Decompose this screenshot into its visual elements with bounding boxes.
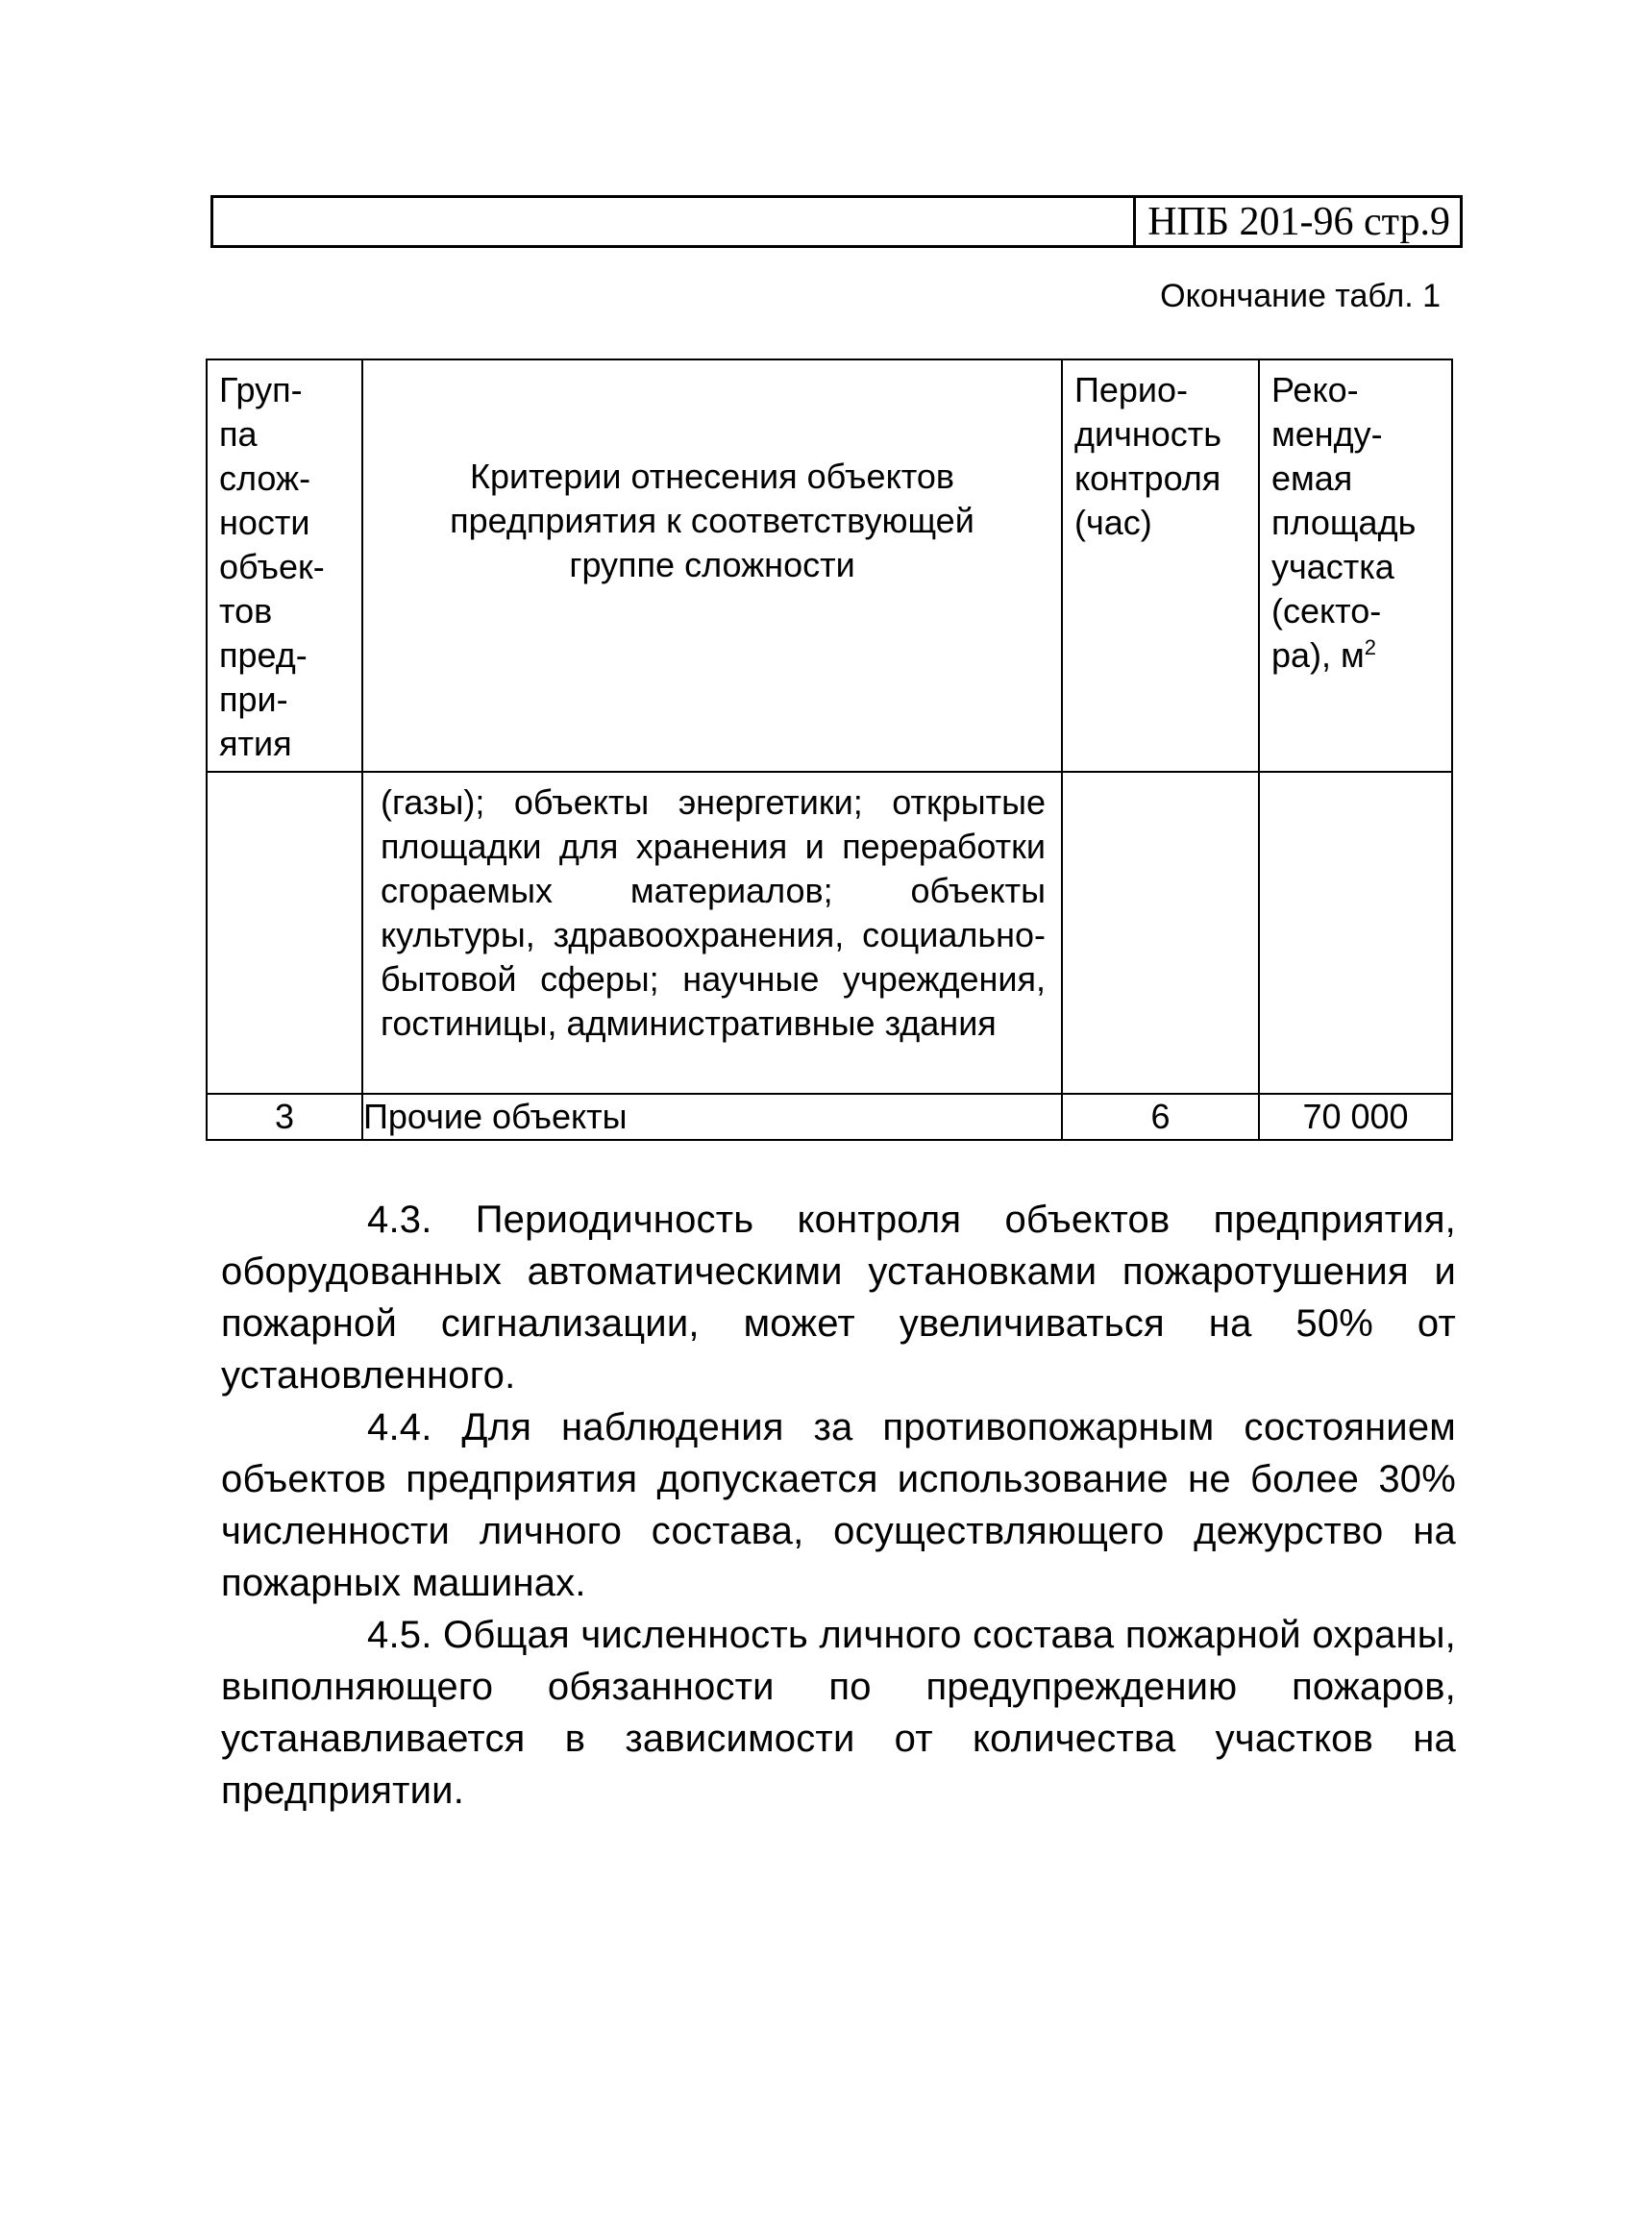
header-area-superscript: 2 xyxy=(1364,635,1377,659)
header-area-cell xyxy=(1259,359,1452,772)
header-criteria: Критерии отнесения объектов предприятия к соответствующей группе сложности xyxy=(450,457,974,584)
document-code: НПБ 201-96 стр.9 xyxy=(1133,198,1460,245)
table-row xyxy=(207,772,1452,1094)
row2-group-cell: 3 xyxy=(207,1094,362,1140)
header-group-cell xyxy=(207,359,362,772)
row1-period-cell xyxy=(1062,772,1259,1094)
paragraph-4-3: 4.3. Периодичность контроля объектов предприятия, оборудованных автоматическими установками пожаротушения и пожарной сигнализации, может увеличиваться на 50% от установленного. xyxy=(221,1199,1456,1397)
row1-criteria-cell xyxy=(362,772,1062,1094)
header-group: Груп- па слож- ности объек- тов пред- при- ятия xyxy=(219,370,325,763)
paragraph-4-5: 4.5. Общая численность личного состава пожарной охраны, выполняющего обязанности по предупреждению пожаров, устанавливается в зависимости от количества участков на предприятии. xyxy=(221,1614,1456,1812)
row1-area-cell xyxy=(1259,772,1452,1094)
table-header-row xyxy=(207,359,1452,772)
table-row xyxy=(207,1094,1452,1140)
header-period: Перио- дичность контроля (час) xyxy=(1074,370,1222,542)
row1-group-cell xyxy=(207,772,362,1094)
page-header-box xyxy=(210,195,1463,248)
body-text xyxy=(221,1194,1456,1817)
header-criteria-cell xyxy=(362,359,1062,772)
table-caption: Окончание табл. 1 xyxy=(1160,278,1441,314)
complexity-table xyxy=(206,359,1453,1141)
row1-criteria: (газы); объекты энергетики; открытые площадки для хранения и переработки сгораемых материалов; объекты культуры, здравоохранения, социально-бытовой сферы; научные учреждения, гостиницы, административные здания xyxy=(381,782,1046,1043)
row2-criteria-cell: Прочие объекты xyxy=(362,1094,1062,1140)
header-period-cell xyxy=(1062,359,1259,772)
header-area xyxy=(1260,360,1451,678)
header-area-text: Реко- менду- емая площадь участка (секто- ра), м xyxy=(1271,370,1417,675)
row2-area-cell: 70 000 xyxy=(1259,1094,1452,1140)
row2-period-cell: 6 xyxy=(1062,1094,1259,1140)
paragraph-4-4: 4.4. Для наблюдения за противопожарным состоянием объектов предприятия допускается использование не более 30% численности личного состава, осуществляющего дежурство на пожарных машинах. xyxy=(221,1406,1456,1604)
